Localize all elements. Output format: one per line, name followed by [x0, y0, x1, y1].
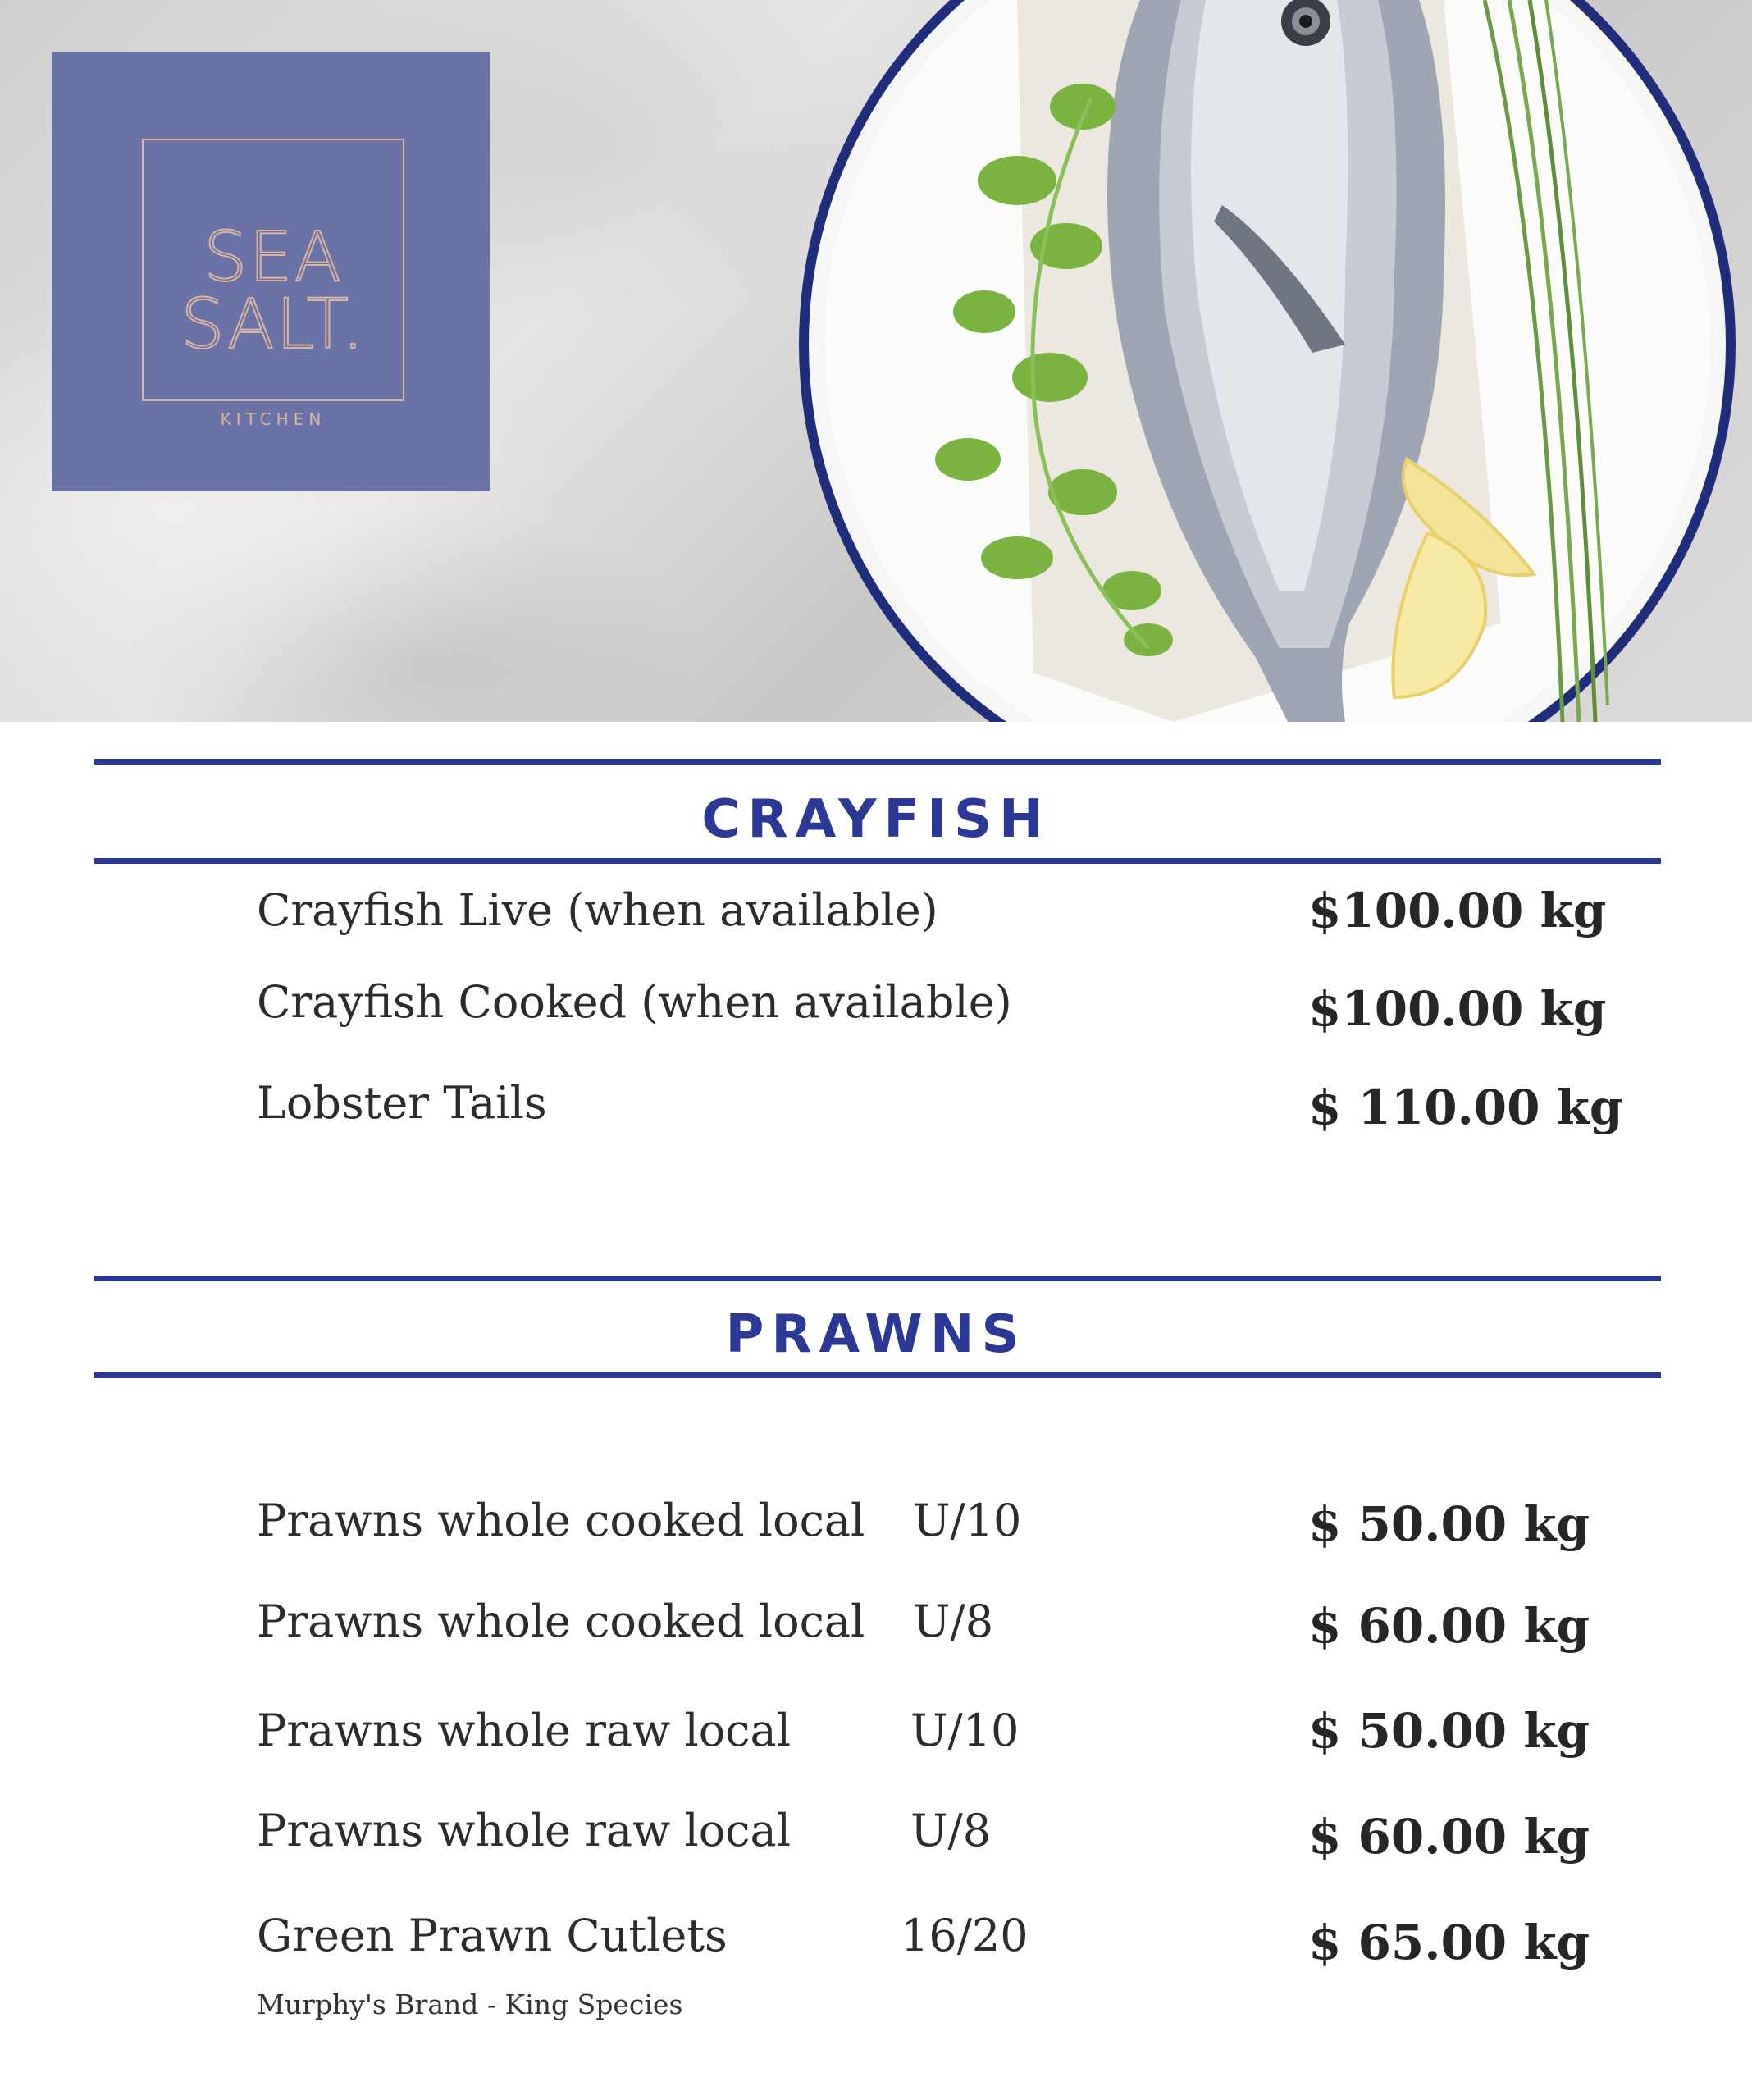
- prawns-item-5-size: 16/20: [901, 1910, 1029, 1961]
- logo-frame: [142, 139, 404, 429]
- prawns-item-3-name: Prawns whole raw local: [257, 1705, 792, 1756]
- crayfish-item-2-name: Crayfish Cooked (when available): [257, 976, 1012, 1028]
- crayfish-item-3-name: Lobster Tails: [257, 1077, 547, 1129]
- prawns-heading: PRAWNS: [725, 1304, 1027, 1365]
- crayfish-item-2-price: $100.00 kg: [1308, 981, 1607, 1037]
- prawns-item-1-price: $ 50.00 kg: [1308, 1496, 1590, 1552]
- crayfish-top-rule: [94, 759, 1661, 765]
- prawns-item-2-price: $ 60.00 kg: [1308, 1598, 1590, 1654]
- prawns-item-5-name: Green Prawn Cutlets: [257, 1910, 728, 1961]
- logo-line-1: SEA: [203, 217, 343, 297]
- prawns-item-3-size: U/10: [910, 1705, 1020, 1756]
- logo-line-2: SALT.: [180, 284, 366, 364]
- prawns-item-2-size: U/8: [913, 1596, 994, 1647]
- logo-line-3: KITCHEN: [220, 409, 326, 429]
- crayfish-item-1-name: Crayfish Live (when available): [257, 884, 938, 936]
- prawns-item-4-price: $ 60.00 kg: [1308, 1809, 1590, 1865]
- prawns-item-1-size: U/10: [913, 1495, 1022, 1546]
- prawns-bottom-rule: [94, 1372, 1661, 1378]
- prawns-item-3-price: $ 50.00 kg: [1308, 1703, 1590, 1759]
- prawns-item-2-name: Prawns whole cooked local: [257, 1596, 865, 1647]
- prawns-note: Murphy's Brand - King Species: [257, 1988, 683, 2020]
- prawns-item-4-name: Prawns whole raw local: [257, 1805, 792, 1856]
- brand-logo: [52, 52, 490, 491]
- crayfish-heading: CRAYFISH: [701, 789, 1051, 850]
- prawns-item-5-price: $ 65.00 kg: [1308, 1915, 1590, 1970]
- prawns-item-4-size: U/8: [910, 1805, 992, 1856]
- prawns-top-rule: [94, 1276, 1661, 1281]
- crayfish-item-1-price: $100.00 kg: [1308, 883, 1607, 938]
- crayfish-item-3-price: $ 110.00 kg: [1308, 1080, 1623, 1135]
- prawns-item-1-name: Prawns whole cooked local: [257, 1495, 865, 1546]
- crayfish-bottom-rule: [94, 858, 1661, 864]
- hero-banner: [0, 0, 1752, 722]
